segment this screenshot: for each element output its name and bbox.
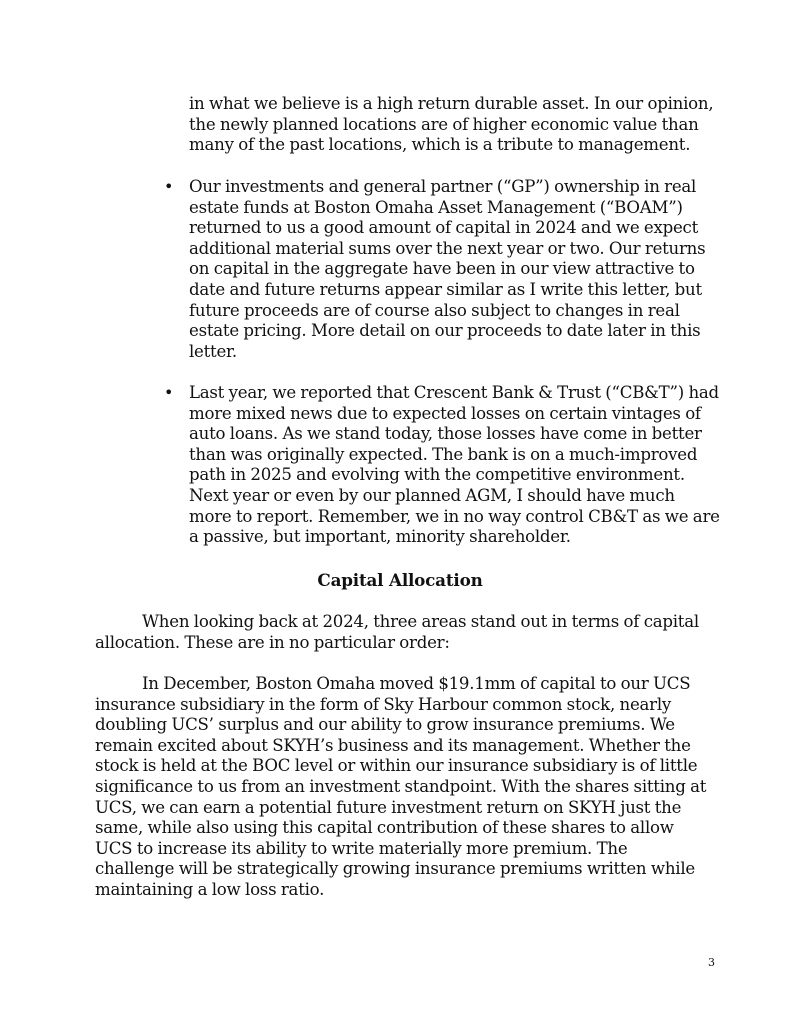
- bullet-item-cbt: [160, 383, 720, 548]
- body-paragraph-december: In December, Boston Omaha moved $19.1mm of capital to our UCS insurance subsidiary in the form of Sky Harbour common stock, nearly doubling UCS’ surplus and our ability to grow insurance premiums. We remain excited about SKYH’s business and its management. Whether the stock is held at the BOC level or within our insurance subsidiary is of little significance to us from an investment standpoint. With the shares sitting at UCS, we can earn a potential future investment return on SKYH just the same, while also using this capital contribution of these shares to allow UCS to increase its ability to write materially more premium. The challenge will be strategically growing insurance premiums written while maintaining a low loss ratio.: [95, 674, 707, 899]
- section-heading: Capital Allocation: [317, 570, 483, 590]
- bullet-item-boam: [160, 177, 720, 362]
- bullet-text: Last year, we reported that Crescent Bank & Trust (“CB&T”) had more mixed news due to expected losses on certain vintages of auto loans. As we stand today, those losses have come in better than was originally expected. The bank is on a much-improved path in 2025 and evolving with the competitive environment. Next year or even by our planned AGM, I should have much more to report. Remember, we in no way control CB&T as we are a passive, but important, minority shareholder.: [189, 382, 720, 547]
- continuation-paragraph: in what we believe is a high return durable asset. In our opinion, the newly planned locations are of higher economic value than many of the past locations, which is a tribute to management.: [189, 94, 714, 155]
- bullet-list: [160, 177, 720, 568]
- bullet-text: Our investments and general partner (“GP”) ownership in real estate funds at Boston Omaha Asset Management (“BOAM”) returned to us a good amount of capital in 2024 and we expect additional material sums over the next year or two. Our returns on capital in the aggregate have been in our view attractive to date and future returns appear similar as I write this letter, but future proceeds are of course also subject to changes in real estate pricing. More detail on our proceeds to date later in this letter.: [189, 177, 706, 361]
- bullet-icon: •: [164, 177, 174, 196]
- page-number: 3: [708, 956, 715, 969]
- body-paragraph-intro: When looking back at 2024, three areas stand out in terms of capital allocation. These are in no particular order:: [95, 612, 699, 652]
- bullet-icon: •: [164, 382, 174, 402]
